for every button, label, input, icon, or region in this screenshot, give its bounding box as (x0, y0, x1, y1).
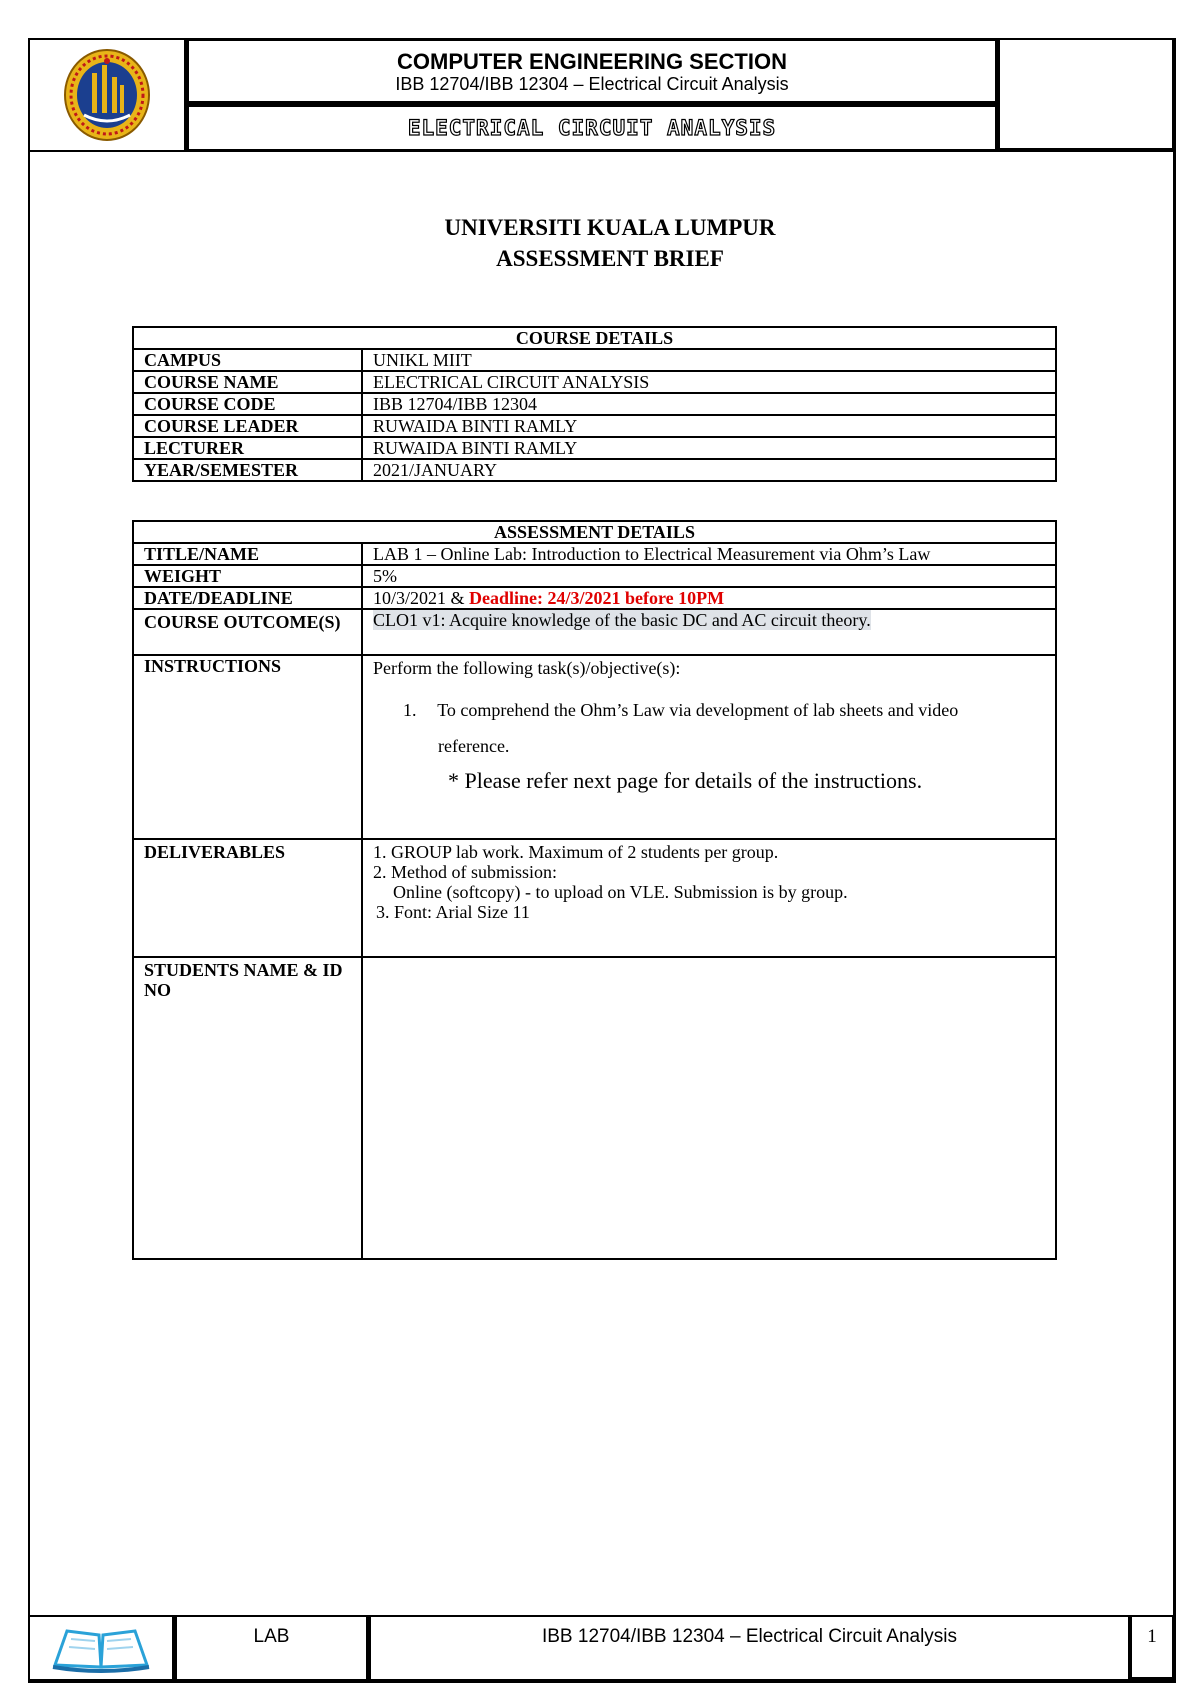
title-value: LAB 1 – Online Lab: Introduction to Electrical Measurement via Ohm’s Law (362, 543, 1056, 565)
header-logo-cell (28, 38, 186, 152)
header-banner-cell (186, 104, 998, 152)
table-row (133, 957, 1056, 1259)
list-item: Online (softcopy) - to upload on VLE. Submission is by group. (393, 882, 848, 902)
deadline-value: Deadline: 24/3/2021 before 10PM (469, 588, 725, 608)
deliverables-label: DELIVERABLES (133, 839, 362, 957)
date-label: DATE/DEADLINE (133, 587, 362, 609)
row-label: YEAR/SEMESTER (133, 459, 362, 481)
course-details-table (132, 326, 1057, 482)
weight-label: WEIGHT (133, 565, 362, 587)
row-label: COURSE CODE (133, 393, 362, 415)
course-details-heading: COURSE DETAILS (133, 327, 1056, 349)
row-value: RUWAIDA BINTI RAMLY (362, 437, 1056, 459)
table-row (133, 349, 1056, 371)
assessment-details-table (132, 520, 1057, 1260)
row-value: 2021/JANUARY (362, 459, 1056, 481)
instructions-note: * Please refer next page for details of the instructions. (448, 768, 923, 793)
table-row (133, 393, 1056, 415)
table-row (133, 437, 1056, 459)
table-row (133, 459, 1056, 481)
list-item: 2. Method of submission: (373, 862, 558, 882)
university-name: UNIVERSITI KUALA LUMPUR (444, 215, 776, 240)
students-input-area[interactable] (362, 957, 1056, 1259)
footer-logo-cell (28, 1615, 174, 1681)
row-value: UNIKL MIIT (362, 349, 1056, 371)
table-row (133, 371, 1056, 393)
open-book-icon (49, 1623, 153, 1673)
header-right-cell (998, 38, 1176, 152)
deliverables-cell (362, 839, 1056, 957)
course-line: IBB 12704/IBB 12304 – Electrical Circuit Analysis (395, 74, 789, 94)
outcome-cell (362, 609, 1056, 655)
outcome-value: CLO1 v1: Acquire knowledge of the basic DC and AC circuit theory. (373, 610, 871, 630)
row-value: IBB 12704/IBB 12304 (362, 393, 1056, 415)
instructions-cell (362, 655, 1056, 839)
list-item (403, 692, 1045, 728)
banner-title: ELECTRICAL CIRCUIT ANALYSIS (407, 116, 777, 140)
instructions-list (403, 692, 1045, 764)
table-row (133, 587, 1056, 609)
instruction-text: To comprehend the Ohm’s Law via development of lab sheets and video (437, 700, 959, 720)
students-label: STUDENTS NAME & ID NO (133, 957, 362, 1259)
footer-type: LAB (174, 1615, 368, 1681)
list-item: 1. GROUP lab work. Maximum of 2 students per group. (373, 842, 779, 862)
row-value: RUWAIDA BINTI RAMLY (362, 415, 1056, 437)
row-label: CAMPUS (133, 349, 362, 371)
instructions-label: INSTRUCTIONS (133, 655, 362, 839)
table-row (133, 543, 1056, 565)
university-crest-icon (62, 47, 152, 143)
page-number: 1 (1130, 1615, 1176, 1681)
date-value: 10/3/2021 & (373, 588, 470, 608)
row-label: LECTURER (133, 437, 362, 459)
row-label: COURSE NAME (133, 371, 362, 393)
assessment-details-heading: ASSESSMENT DETAILS (133, 521, 1056, 543)
weight-value: 5% (362, 565, 1056, 587)
header-title-cell (186, 38, 998, 104)
table-row (133, 609, 1056, 655)
table-row (133, 565, 1056, 587)
table-row (133, 839, 1056, 957)
table-row (133, 327, 1056, 349)
footer-course: IBB 12704/IBB 12304 – Electrical Circuit Analysis (368, 1615, 1130, 1681)
list-item: 3. Font: Arial Size 11 (376, 902, 530, 922)
outcome-label: COURSE OUTCOME(S) (133, 609, 362, 655)
section-title: COMPUTER ENGINEERING SECTION (397, 49, 787, 74)
date-cell (362, 587, 1056, 609)
row-label: COURSE LEADER (133, 415, 362, 437)
title-label: TITLE/NAME (133, 543, 362, 565)
table-row (133, 415, 1056, 437)
table-row (133, 655, 1056, 839)
row-value: ELECTRICAL CIRCUIT ANALYSIS (362, 371, 1056, 393)
instructions-intro: Perform the following task(s)/objective(s): (373, 658, 681, 678)
document-title (0, 212, 1200, 274)
instruction-continuation: reference. (438, 736, 510, 756)
table-row (133, 521, 1056, 543)
list-number: 1. (403, 700, 417, 720)
brief-title: ASSESSMENT BRIEF (496, 246, 724, 271)
